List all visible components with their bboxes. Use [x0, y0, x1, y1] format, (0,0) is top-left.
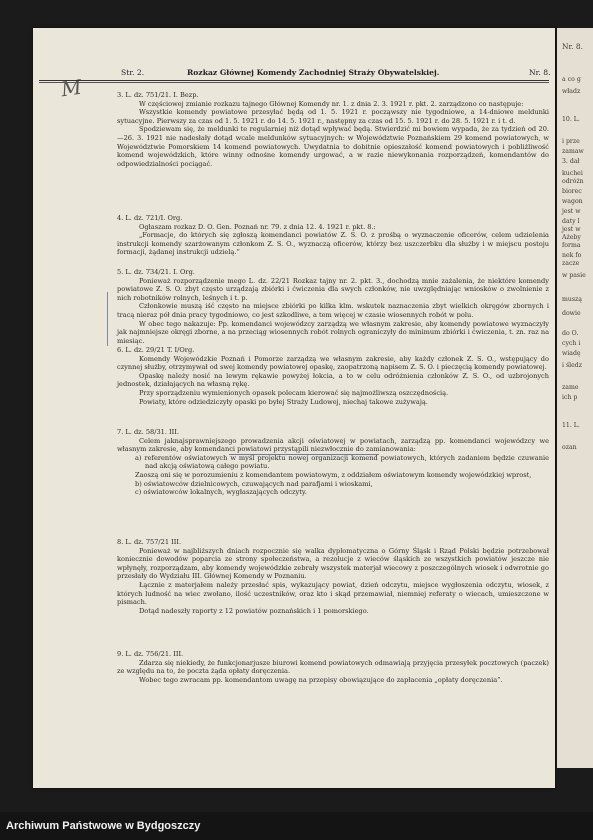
- adjacent-page-fragment: daty l: [562, 218, 580, 225]
- order-section-4: [117, 214, 549, 257]
- adjacent-page-fragment: władz: [562, 88, 581, 95]
- header-rule-thin: [39, 82, 549, 83]
- order-paragraph: b) oświatowców dzielnicowych, czuwających nad parafjami i wioskami,: [135, 479, 373, 488]
- order-reference: 5. L. dz. 734/21. I. Org.: [117, 268, 195, 276]
- order-paragraph: Łącznie z materjałem należy przesłać spis, wykazujący powiat, dzień odczytu, miejsce wygłoszenia odczytu, wiosek, z których ludność na wiec zwołano, ilość uczestników, oraz kto i skąd przemawiał, niemniej referaty o wiecach, umieszczone w pismach.: [117, 580, 549, 607]
- adjacent-page-fragment: w pasie: [562, 272, 586, 279]
- order-paragraph: Ogłaszam rozkaz D. O. Gen. Poznań nr. 79. z dnia 12. 4. 1921 r. pkt. 8.:: [139, 222, 376, 231]
- adjacent-page-number: Nr. 8.: [562, 42, 583, 51]
- order-paragraph: W obec tego nakazuje: Pp. komendanci wojewódzcy zarządzą we własnym zakresie, aby komendy powiatowe wyznaczyły jak najmniejsze okręgi zborne, a na przeciąg wiosennych robót rolnych ograniczyły do minimum zbiórki i ćwiczenia, t. zn. raz na miesiąc.: [117, 319, 549, 345]
- order-paragraph: Przy sporządzeniu wymienionych opasek polecam kierować się najmożliwszą oszczędnością.: [139, 388, 449, 397]
- adjacent-page-fragment: wagon: [562, 198, 583, 205]
- document-page: [33, 28, 555, 788]
- adjacent-page-fragment: zacze: [562, 260, 580, 267]
- order-paragraph: Zdarza się niekiedy, że funkcjonarjusze biurowi komend powiatowych odmawiają przyjęcia przesyłek pocztowych (paczek) ze względu na to, że poczta żąda opłaty doręczenia.: [117, 658, 549, 676]
- order-paragraph: Spodziewam się, że meldunki te regularniej niż dotąd wpływać będą. Stwierdzić mi bowiem wypada, że za tydzień od 20.—26. 3. 1921 nie nadesłały dotąd wcale meldunków sytuacyjnych: w Województwie Poznańskiem 29 komend powiatowych, w Województwie Pomorskiem 14 komend powiatowych. Uwydatnia to dobitnie opieszałość komend powiatowych i pobliżliwość komend wojewódzkich, które winny odnośne komendy urgować, a w razie niewykonania rozporządzeń, komendantów do odpowiedzialności pociągać.: [117, 125, 549, 168]
- order-reference: 9. L. dz. 756/21. III.: [117, 650, 184, 658]
- adjacent-page-fragment: i prze: [562, 138, 580, 145]
- order-section-8: [117, 538, 549, 615]
- adjacent-page-fragment: biorec: [562, 188, 582, 195]
- adjacent-page-fragment: kuchei: [562, 170, 583, 177]
- order-paragraph: Ponieważ rozporządzenie mego L. dz. 22/21 Rozkaz tajny nr. 2. pkt. 3., dochodzą mnie zażalenia, że niektóre komendy powiatowe Z. S. O. zbyt często urządzają zbiórki i ćwiczenia dla swych członków, nie uwzględniając wniosków o zwolnienie z nich robotników rolnych, leśnych i t. p.: [117, 276, 549, 302]
- order-reference: 8. L. dz. 757/21 III.: [117, 538, 182, 546]
- adjacent-page-fragment: ich p: [562, 394, 578, 401]
- archive-footer-label: Archiwum Państwowe w Bydgoszczy: [6, 820, 201, 832]
- page-title: Rozkaz Głównej Komendy Zachodniej Straży Obywatelskiej.: [187, 68, 440, 77]
- adjacent-page-fragment: dowie: [562, 310, 581, 317]
- adjacent-page-fragment: Ażeby: [562, 234, 581, 241]
- header-rule: [39, 80, 549, 81]
- order-paragraph: Wszystkie komendy powiatowe przesyłać będą od 1. 5. 1921 r. począwszy nie tygodniowe, a 14-dniowe meldunki sytuacyjne. Pierwszy za czas od 1. 5. 1921 r. do 14. 5. 1921 r., następny za czas od 15. 5. 1921 r. do 28. 5. 1921 r. i t. d.: [117, 108, 549, 125]
- order-paragraph: a) referentów oświatowych w myśl projektu nowej organizacji komend powiatowych, których zadaniem będzie czuwanie nad akcją oświatową całego powiatu.: [135, 453, 549, 471]
- issue-number: Nr. 8.: [529, 68, 551, 77]
- adjacent-page-fragment: zamaw: [562, 148, 584, 155]
- order-reference: 4. L. dz. 721/I. Org.: [117, 214, 183, 222]
- order-paragraph: Członkowie muszą iść często na miejsce zbiórki po kilka klm. wskutek naznaczenia zbyt wielkich okręgów zbornych i tracą nieraz pół dnia pracy tygodniowo, co jest szkodliwe, a tem więcej w czasie wiosennych robót w polu.: [117, 302, 549, 319]
- order-reference: 6. L. dz. 29/21 T. I/Org.: [117, 346, 195, 354]
- pencil-margin-line: [107, 292, 108, 346]
- adjacent-page-fragment: ozan: [562, 444, 577, 451]
- order-reference: 3. L. dz. 751/21. I. Bezp.: [117, 91, 199, 99]
- order-paragraph: Dotąd nadeszły raporty z 12 powiatów poznańskich i 1 pomorskiego.: [139, 606, 369, 615]
- adjacent-page-fragment: jest w: [562, 208, 581, 215]
- order-paragraph: „Formacje, do których się zgłoszą komendanci powiatów Z. S. O. z prośbą o wyznaczenie oficerów, celem udzielenia instrukcji komendy szarżowanym członkom Z. S. O., wyznaczą oficerów, którzy bez uszczerbku dla służby i w miejscu postoju formacji, żądanej instrukcji udzielą.”: [117, 231, 549, 257]
- adjacent-page-fragment: 3. dał: [562, 158, 580, 165]
- order-paragraph: Wobec tego zwracam pp. komendantom uwagę na przepisy obowiązujące do zapłacenia „opłaty doręczenia”.: [139, 675, 503, 684]
- order-paragraph: Powiaty, które odziedziczyły opaski po byłej Straży Ludowej, niechaj takowe zużywają.: [139, 397, 428, 406]
- adjacent-page-fragment: nek fo: [562, 252, 582, 259]
- order-paragraph: Zaoszą oni się w porozumieniu z komendantem powiatowym, z oddziałem oświatowym komendy wojewódzkiej wprost,: [135, 470, 532, 479]
- adjacent-page-fragment: odróżn: [562, 178, 584, 185]
- order-paragraph: c) oświatowców lokalnych, wygłaszających odczyty.: [135, 488, 307, 497]
- adjacent-page-fragment: 11. L.: [562, 422, 580, 429]
- order-paragraph: Opaskę należy nosić na lewym rękawie powyżej łokcia, a to w celu odróżnienia członków Z. S. O., od uzbrojonych jednostek, działających na własną rękę.: [117, 371, 549, 389]
- adjacent-page-fragment: muszą: [562, 296, 582, 303]
- archive-footer-bar: [0, 812, 593, 840]
- adjacent-page-fragment: jest w: [562, 226, 581, 233]
- order-section-5: [117, 268, 549, 345]
- adjacent-page-fragment: 10. L.: [562, 116, 580, 123]
- order-section-7: [117, 428, 549, 497]
- adjacent-page-fragment: cych i: [562, 340, 581, 347]
- adjacent-page: [557, 28, 593, 768]
- page-number: Str. 2.: [121, 68, 145, 77]
- adjacent-page-fragment: do O.: [562, 330, 579, 337]
- adjacent-page-fragment: wiadę: [562, 350, 581, 357]
- order-paragraph: W częściowej zmianie rozkazu tajnego Głównej Komendy nr. 1. z dnia 2. 3. 1921 r. pkt. 2. zarządzono co następuje:: [139, 99, 524, 108]
- order-paragraph: Celem jaknajsprawniejszego prowadzenia akcji oświatowej w powiatach, zarządzą pp. komendanci wojewódzcy we własnym zakresie, aby komendanci powiatowi przystąpili niezwłocznie do zamianowania:: [117, 436, 549, 454]
- adjacent-page-fragment: a co g: [562, 76, 581, 83]
- adjacent-page-fragment: forma: [562, 242, 581, 249]
- order-paragraph: Ponieważ w najbliższych dniach rozpocznie się walka dyplomatyczna o Górny Śląsk i Rząd Polski będzie potrzebował koniecznie dowodów poparcia ze strony społeczeństwa, a rezolucje z wieców śląskich ze wszystkich powiatów jeszcze nie wpłynęły, rozporządzam, aby komendy wojewódzkie zebrały wszystek materjał wiecowy z poszczególnych wiosek i odwrotnie go przesłały do Wydziału III. Głównej Komendy w Poznaniu.: [117, 546, 549, 581]
- pencil-underline: [229, 454, 379, 455]
- order-section-6: [117, 346, 549, 406]
- order-reference: 7. L. dz. 58/31. III.: [117, 428, 179, 436]
- adjacent-page-fragment: i śledz: [562, 362, 582, 369]
- adjacent-page-fragment: zame: [562, 384, 579, 391]
- order-paragraph: Komendy Wojewódzkie Poznań i Pomorze zarządzą we własnym zakresie, aby każdy członek Z. S. O., wstępujący do czynnej służby, otrzymywał od swej komendy powiatowej opaskę, zaopatrzoną napisem Z. S. O. i pieczęcią komendy powiatowej.: [117, 354, 549, 372]
- margin-annotation: M: [59, 74, 84, 102]
- order-section-3: [117, 91, 549, 168]
- order-section-9: [117, 650, 549, 684]
